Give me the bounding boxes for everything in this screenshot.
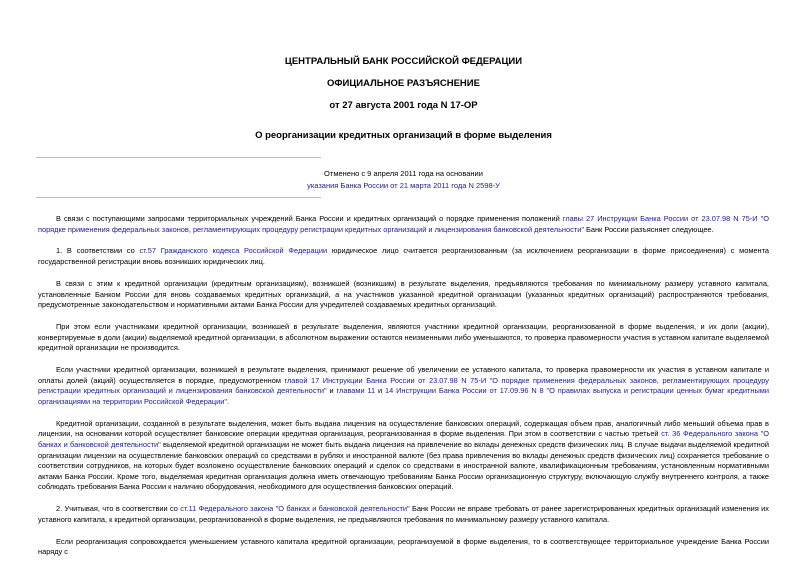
reference-link[interactable]: ст. 36 Федерального закона "О банках и банковской деятельности" bbox=[38, 429, 769, 449]
paragraph-text: Банк России не вправе требовать от ранее зарегистрированных кредитных организаций изменения их уставного капитала, к кредитной организации, реорганизованной в форме выделения, не предъявляются требования по минимальному размеру уставного капитала. bbox=[38, 504, 769, 524]
reference-link[interactable]: ст.57 Гражданского кодекса Российской Федерации bbox=[139, 246, 328, 256]
document-date-number: от 27 августа 2001 года N 17-ОР bbox=[329, 100, 478, 111]
body-paragraph bbox=[38, 279, 769, 311]
paragraph-text: . bbox=[227, 396, 230, 406]
paragraph-text: 1. В соответствии со bbox=[56, 246, 140, 256]
paragraph-text: юридическое лицо считается реорганизованным (за исключением реорганизации в форме присоединения) с момента государственной регистрации вновь возникших юридических лиц. bbox=[38, 246, 769, 267]
issuer-title: ЦЕНТРАЛЬНЫЙ БАНК РОССИЙСКОЙ ФЕДЕРАЦИИ bbox=[284, 56, 523, 67]
paragraph-text: В связи с этим к кредитной организации (кредитным организациям), возникшей (возникшим) в результате выделения, предъявляются требования по минимальному размеру уставного капитала, установленные Банком России для вновь создаваемых кредитных организаций, а на участников указанной кредитной организации (указанных кредитных организаций) распространяются требования, предусмотренные законодательством и нормативными актами Банка России для учредителей создаваемых кредитных организаций. bbox=[38, 278, 769, 310]
reference-link[interactable]: главы 27 Инструкции Банка России от 23.07.98 N 75-И "О порядке применения федеральных законов, регламентирующих процедуру регистрации кредитных организаций и лицензирования банковской деятельности" bbox=[38, 214, 769, 234]
divider-top bbox=[36, 157, 321, 158]
body-paragraph bbox=[38, 246, 769, 267]
reference-link[interactable]: ст.11 Федерального закона "О банках и банковской деятельности" bbox=[180, 504, 410, 514]
body-paragraph bbox=[38, 322, 769, 354]
reference-link[interactable]: главой 17 Инструкции Банка России от 23.07.98 N 75-И "О порядке применения федеральных законов, регламентирующих процедуру регистрации кредитных организаций и лицензирования банковской деятельности" bbox=[38, 375, 770, 396]
body-paragraph bbox=[38, 419, 769, 493]
document-subject: О реорганизации кредитных организаций в форме выделения bbox=[255, 130, 552, 141]
paragraph-text: При этом если участниками кредитной организации, возникшей в результате выделения, являются участники кредитной организации, реорганизованной в форме выделения, и их доли (акции), конвертируемые в доли (акции) выделяемой кредитной организации, в абсолютном выражении остаются неизменными либо уменьшаются, то проверка правомерности участия в уставном капитале выделяемой кредитной организации не производится. bbox=[38, 322, 769, 353]
document-type: ОФИЦИАЛЬНОЕ РАЗЪЯСНЕНИЕ bbox=[327, 78, 480, 89]
body-paragraph bbox=[38, 504, 769, 525]
body-paragraph bbox=[38, 537, 769, 558]
cancellation-link[interactable]: указания Банка России от 21 марта 2011 года N 2598-У bbox=[307, 181, 500, 190]
paragraph-text: и bbox=[326, 386, 337, 396]
body-paragraph bbox=[38, 365, 769, 407]
body-paragraph bbox=[38, 214, 769, 235]
paragraph-text: и bbox=[375, 386, 386, 396]
document-body bbox=[38, 214, 769, 569]
reference-link[interactable]: 14 Инструкции Банка России от 17.09.96 N 8 "О правилах выпуска и регистрации ценных бумаг кредитными организациями на территории Российской Федерации" bbox=[38, 386, 770, 406]
reference-link[interactable]: главами 11 bbox=[336, 386, 376, 396]
paragraph-text: 2. Учитывая, что в соответствии со bbox=[56, 504, 181, 514]
paragraph-text: Банк России разъясняет следующее. bbox=[583, 224, 714, 234]
cancellation-note: Отменено с 9 апреля 2011 года на основании bbox=[324, 169, 483, 178]
divider-bottom bbox=[36, 197, 321, 198]
paragraph-text: Если участники кредитной организации, возникшей в результате выделения, принимают решение об увеличении ее уставного капитала, то проверка правомерности их участия в уставном капитале и оплаты долей (акций) осуществляется в порядке, предусмотренном bbox=[38, 365, 769, 385]
paragraph-text: Кредитной организации, созданной в результате выделения, может быть выдана лицензия на осуществление банковских операций, содержащая объем прав, аналогичный либо меньший объема прав в лицензии, на основании которой осуществляет банковские операции кредитная организация, реорганизованная в форме выделения. При этом в соответствии с частью третьей bbox=[38, 418, 769, 439]
paragraph-text: выделяемой кредитной организации не может быть выдана лицензия на привлечение во вклады денежных средств физических лиц. В случае выдачи выделяемой кредитной организации лицензии на осуществление банковских операций со средствами в рублях и иностранной валюте (без права привлечения во вклады денежных средств физических лиц) сохраняется требование о соответствии сотрудников, на которых будет возложено осуществление банковских операций и сделок со средствами в иностранной валюте, квалификационным требованиям, установленным нормативными актами Банка России. Кроме того, выделяемая кредитная организация должна иметь отвечающую требованиям Банка России организационную структуру, включающую службу внутреннего контроля, а также соблюдать требования Банка России к наличию оборудования, необходимого для осуществления банковских операций. bbox=[38, 439, 769, 492]
paragraph-text: Если реорганизация сопровождается уменьшением уставного капитала кредитной организации, реорганизуемой в форме выделения, то в соответствующее территориальное учреждение Банка России наряду с bbox=[38, 536, 769, 557]
paragraph-text: В связи с поступающими запросами территориальных учреждений Банка России и кредитных организаций о порядке применения положений bbox=[56, 214, 563, 223]
